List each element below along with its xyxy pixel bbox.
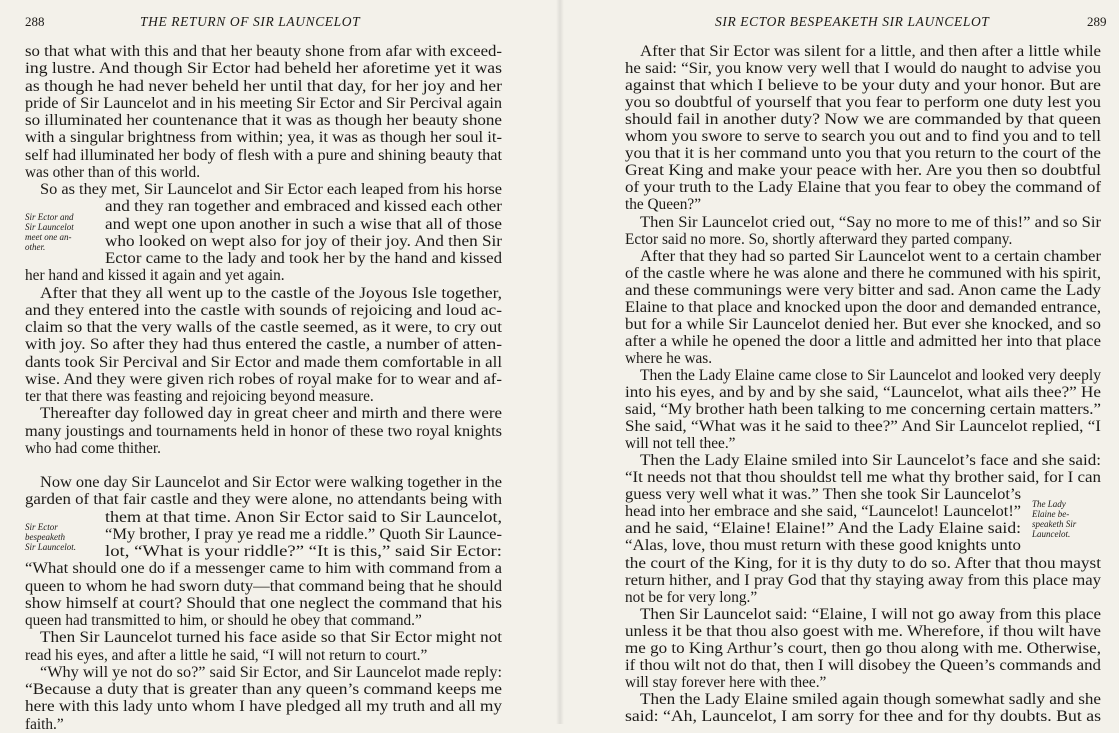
text-line: Ector said no more. So, shortly afterward they parted company. <box>625 230 1013 248</box>
text-line: claim so that the very walls of the castle seemed, as it were, to cry out <box>25 319 502 336</box>
text-line: After that Sir Ector was silent for a little, and then after a little while <box>640 43 1101 60</box>
text-line: garden of that fair castle and they were alone, no attendants being with <box>25 491 503 509</box>
text-line: against that which I believe to be your duty and your honor. But are <box>625 77 1101 95</box>
text-line: faith.” <box>25 715 64 733</box>
text-line: and they ran together and embraced and kissed each other <box>105 198 503 216</box>
text-line: Then Sir Launcelot cried out, “Say no more to me of this!” and so Sir <box>640 213 1102 231</box>
text-line: wise. And they were given rich robes of royal make for to wear and af- <box>25 370 503 388</box>
text-line: “My brother, I pray ye read me a riddle.” Quoth Sir Launce- <box>105 525 502 543</box>
text-line: “Because a duty that is greater than any queen’s command keeps me <box>25 681 503 698</box>
text-line: and he said, “Elaine! Elaine!” And the Lady Elaine said: <box>625 520 1021 538</box>
page-number: 288 <box>25 14 45 29</box>
margin-note: other. <box>25 241 46 252</box>
text-line: and wept one upon another in such a wise that all of those <box>105 215 502 233</box>
text-line: the Queen?” <box>625 196 702 214</box>
text-line: After that they had so parted Sir Launcelot went to a certain chamber <box>640 247 1102 265</box>
text-line: dants took Sir Percival and Sir Ector and made them comfortable in all <box>25 353 503 371</box>
text-line: After that they all went up to the castle of the Joyous Isle together, <box>40 284 503 302</box>
margin-note: meet one an- <box>25 231 72 242</box>
text-line: with joy. So after they had thus entered the castle, a number of atten- <box>25 336 502 354</box>
right-page-header <box>560 14 1119 32</box>
text-line: who had come thither. <box>25 439 161 457</box>
running-title: SIR ECTOR BESPEAKETH SIR LAUNCELOT <box>715 14 990 29</box>
text-line: of your truth to the Lady Elaine that you fear to obey the command of <box>625 179 1102 197</box>
margin-note: Sir Launcelot. <box>25 541 76 552</box>
text-line: So as they met, Sir Launcelot and Sir Ector each leaped from his horse <box>40 181 503 198</box>
margin-note: speaketh Sir <box>1032 519 1077 530</box>
text-line: Great King and make your peace with her. Are you then so doubtful <box>625 162 1101 180</box>
text-line: will not tell thee.” <box>625 435 736 453</box>
margin-note: The Lady <box>1032 499 1066 510</box>
text-line: “What should one do if a messenger came to him with command from a <box>25 560 502 578</box>
text-line: and they entered into the castle with sounds of rejoicing and loud ac- <box>25 301 503 319</box>
text-line: ing lustre. And though Sir Ector had beheld her aforetime yet it was <box>25 60 502 78</box>
text-line: said: “Ah, Launcelot, I am sorry for thee and for thy doubts. But as <box>625 707 1101 725</box>
margin-note: Sir Ector <box>25 521 58 532</box>
text-line: Then Sir Launcelot said: “Elaine, I will not go away from this place <box>640 605 1102 623</box>
text-line: Then Sir Launcelot turned his face aside so that Sir Ector might not <box>40 629 503 647</box>
text-line: ter that there was feasting and rejoicing beyond measure. <box>25 388 374 405</box>
text-line: She said, “What was it he said to thee?” And Sir Launcelot replied, “I <box>625 418 1101 436</box>
text-line: said, “My brother hath been talking to me concerning certain matters.” <box>625 401 1101 419</box>
text-line: show himself at court? Should that one neglect the command that his <box>25 594 502 612</box>
text-line: Then the Lady Elaine smiled into Sir Launcelot’s face and she said: <box>640 452 1101 470</box>
text-line: unless it be that thou also goest with me. Wherefore, if thou wilt have <box>625 622 1102 640</box>
text-line: but for a while Sir Launcelot denied her. But ever she knocked, and so <box>625 315 1101 333</box>
text-line: lot, “What is your riddle?” “It is this,” said Sir Ector: <box>105 543 503 560</box>
text-line: will stay forever here with thee.” <box>625 673 827 691</box>
text-line: queen had transmitted to him, or should he obey that command.” <box>25 612 422 629</box>
text-line: who looked on wept also for joy of their joy. And then Sir <box>105 232 502 250</box>
page-number: 289 <box>1087 14 1107 29</box>
text-line: so illuminated her countenance that it was as though her beauty shone <box>25 112 503 129</box>
text-line: Now one day Sir Launcelot and Sir Ector were walking together in the <box>40 474 503 491</box>
text-line: into his eyes, and by and by she said, “Launcelot, what ails thee?” He <box>625 384 1101 401</box>
text-line: with a singular brightness from within; yea, it was as though her soul it- <box>25 129 502 147</box>
text-line: queen to whom he had sworn duty—that command being that he should <box>25 577 502 595</box>
running-title: THE RETURN OF SIR LAUNCELOT <box>140 14 361 29</box>
right-page <box>560 0 1119 724</box>
text-line: as though he had never beheld her until that day, for her joy and her <box>25 77 502 95</box>
text-line: “Alas, love, thou must return with these good knights unto <box>625 537 1021 555</box>
text-line: me go to King Arthur’s court, then go thou along with me. Otherwise, <box>625 639 1101 657</box>
margin-note: Sir Ector and <box>25 211 74 222</box>
text-line: should fail in another duty? Now we are commanded by that queen <box>625 111 1102 129</box>
text-line: you that it is her command unto you that you return to the court of the <box>625 145 1101 163</box>
text-line: them at that time. Anon Sir Ector said to Sir Launcelot, <box>105 508 503 526</box>
text-line: Elaine to that place and knocked upon the door and demanded entrance, <box>625 298 1101 316</box>
text-line: was other than of this world. <box>25 163 201 181</box>
text-line: where he was. <box>625 349 713 367</box>
margin-note: Launcelot. <box>1032 529 1071 540</box>
text-line: self had illuminated her body of flesh with a pure and shining beauty that <box>25 146 503 164</box>
left-page-header <box>0 14 560 32</box>
text-line: Then the Lady Elaine smiled again though somewhat sadly and she <box>640 690 1102 708</box>
text-line: if thou wilt not do that, then I will disobey the Queen’s commands and <box>625 656 1101 674</box>
text-line: not be for very long.” <box>625 588 758 606</box>
text-line: after a while he opened the door a little and admitted her into that place <box>625 332 1101 350</box>
text-line: you so doubtful of yourself that you fear to perform one duty lest you <box>625 94 1101 112</box>
margin-note: bespeaketh <box>25 531 65 542</box>
text-line: guess very well what it was.” Then she took Sir Launcelot’s <box>625 486 1022 504</box>
text-line: Then the Lady Elaine came close to Sir Launcelot and looked very deeply <box>640 366 1101 384</box>
text-line: so that what with this and that her beauty shone from afar with exceed- <box>25 43 503 60</box>
text-line: head into her embrace and she said, “Launcelot! Launcelot!” <box>625 503 1022 521</box>
text-line: whom you swore to serve to search you out and to find you and to tell <box>625 128 1101 146</box>
margin-note: Sir Launcelot <box>25 221 74 232</box>
text-line: he said: “Sir, you know very well that I would do naught to advise you <box>625 60 1102 78</box>
text-line: return hither, and I pray God that thy staying away from this place may <box>625 571 1102 589</box>
text-line: her hand and kissed it again and yet again. <box>25 267 285 285</box>
text-line: pride of Sir Launcelot and in his meeting Sir Ector and Sir Percival again <box>25 94 502 112</box>
text-line: the court of the King, for it is thy duty to do so. After that thou mayst <box>625 554 1101 572</box>
text-line: “Why will ye not do so?” said Sir Ector, and Sir Launcelot made reply: <box>40 663 503 681</box>
text-line: and these communings were very bitter and sad. Anon came the Lady <box>625 281 1101 299</box>
text-line: many joustings and tournaments held in honor of these two royal knights <box>25 422 502 440</box>
text-line: Ector came to the lady and took her by the hand and kissed <box>105 250 503 267</box>
text-line: Thereafter day followed day in great cheer and mirth and there were <box>40 405 502 423</box>
text-line: of the castle where he was alone and there he communed with his spirit, <box>625 264 1101 282</box>
text-line: here with this lady unto whom I have pledged all my truth and all my <box>25 698 502 716</box>
text-line: “It needs not that thou shouldst tell me what thy brother said, for I can <box>625 469 1102 487</box>
margin-note: Elaine be- <box>1032 509 1070 520</box>
text-line: read his eyes, and after a little he said, “I will not return to court.” <box>25 646 428 664</box>
